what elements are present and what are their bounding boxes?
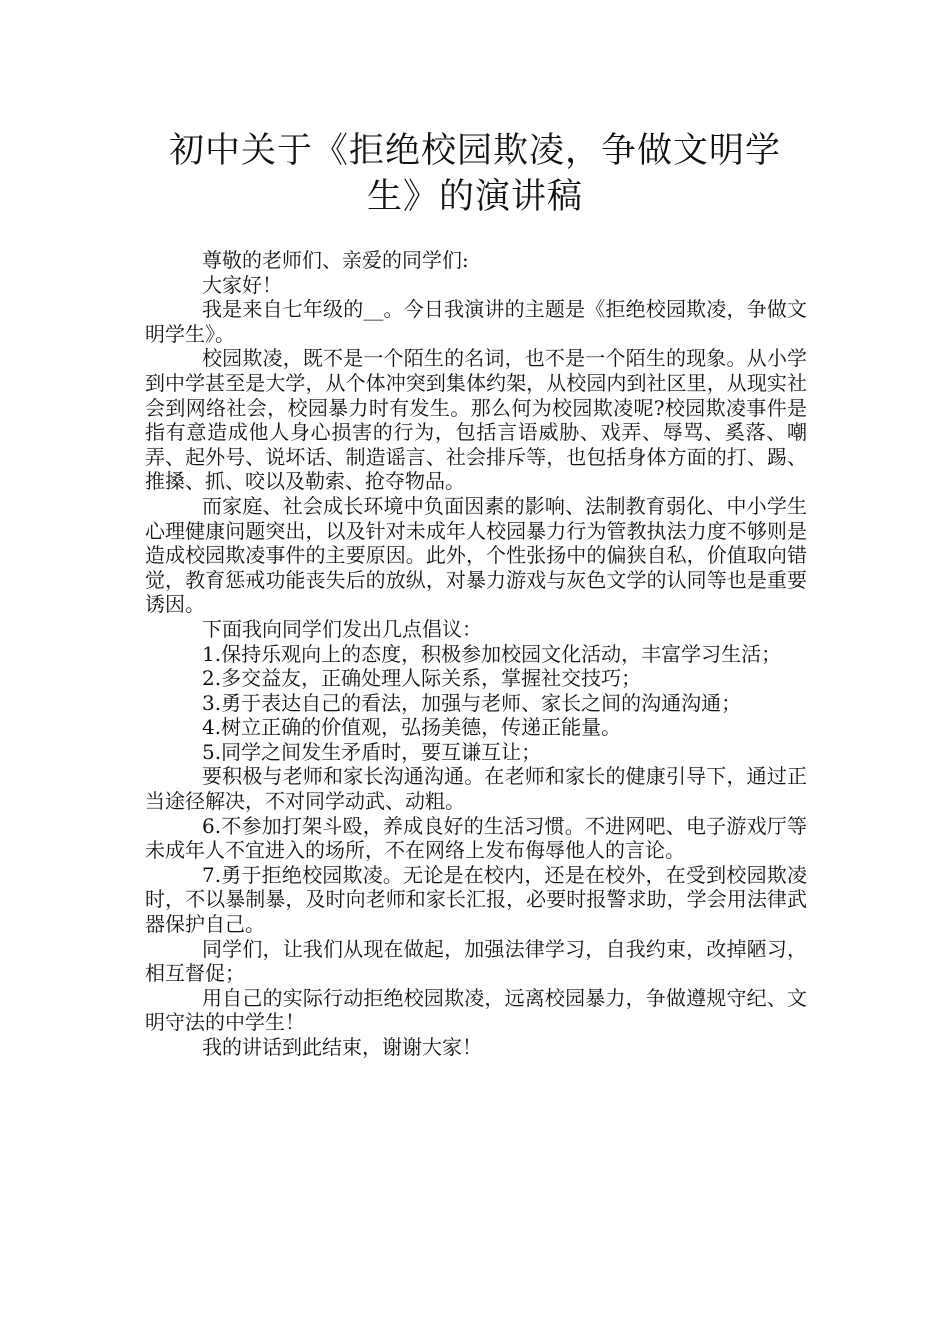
proposal-item: 3.勇于表达自己的看法，加强与老师、家长之间的沟通沟通； [202,690,742,715]
salutation: 尊敬的老师们、亲爱的同学们: [202,248,469,272]
proposal-item: 4.树立正确的价值观，弘扬美德，传递正能量。 [202,715,622,740]
proposal-item: 1.保持乐观向上的态度，积极参加校园文化活动，丰富学习生活； [202,641,782,666]
paragraph: 下面我向同学们发出几点倡议： [202,616,482,641]
proposal-item: 6.不参加打架斗殴，养成良好的生活习惯。不进网吧、电子游戏厅等未成年人不宜进入的场所，不在网络上发布侮辱他人的言论。 [145,813,807,863]
document-title [120,128,830,220]
proposal-item: 2.多交益友，正确处理人际关系，掌握社交技巧； [202,666,642,691]
paragraph: 我是来自七年级的__。今日我演讲的主题是《拒绝校园欺凌，争做文明学生》。 [145,297,807,346]
paragraph: 用自己的实际行动拒绝校园欺凌，远离校园暴力，争做遵规守纪、文明守法的中学生！ [145,985,807,1035]
paragraph: 同学们，让我们从现在做起，加强法律学习，自我约束，改掉陋习，相互督促； [145,936,807,986]
paragraph: 校园欺凌，既不是一个陌生的名词，也不是一个陌生的现象。从小学到中学甚至是大学，从个体冲突到集体约架，从校园内到社区里，从现实社会到网络社会，校园暴力时有发生。那么何为校园欺凌呢?校园欺凌事件是指有意造成他人身心损害的行为，包括言语威胁、戏弄、辱骂、奚落、嘲弄、起外号、说坏话、制造谣言、社会排斥等，也包括身体方面的打、踢、推搡、抓、咬以及勒索、抢夺物品。 [145,346,807,494]
paragraph: 要积极与老师和家长沟通沟通。在老师和家长的健康引导下，通过正当途径解决，不对同学动武、动粗。 [145,764,807,814]
closing: 我的讲话到此结束，谢谢大家！ [202,1035,482,1059]
document-body [145,248,807,1060]
greeting: 大家好！ [202,272,282,297]
proposal-item: 7.勇于拒绝校园欺凌。无论是在校内，还是在校外，在受到校园欺凌时，不以暴制暴，及时向老师和家长汇报，必要时报警求助，学会用法律武器保护自己。 [145,862,807,937]
paragraph: 而家庭、社会成长环境中负面因素的影响、法制教育弱化、中小学生心理健康问题突出，以及针对未成年人校园暴力行为管教执法力度不够则是造成校园欺凌事件的主要原因。此外，个性张扬中的偏狭自私，价值取向错觉，教育惩戒功能丧失后的放纵，对暴力游戏与灰色文学的认同等也是重要诱因。 [145,493,807,617]
proposal-item: 5.同学之间发生矛盾时，要互谦互让； [202,739,542,764]
title-line-1: 初中关于《拒绝校园欺凌，争做文明学 [168,131,781,171]
title-line-2: 生》的演讲稿 [366,177,583,217]
